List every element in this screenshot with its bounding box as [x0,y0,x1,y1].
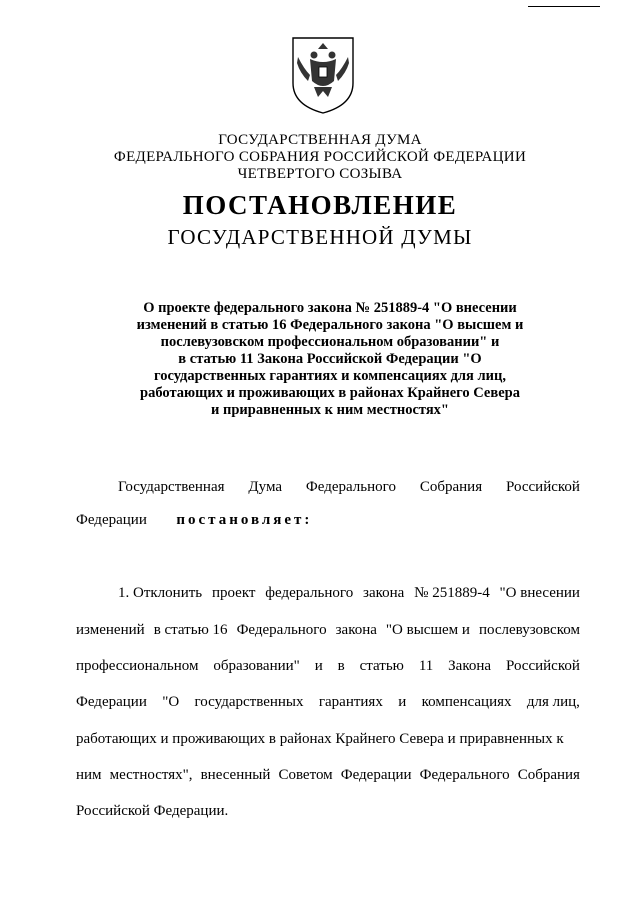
item-1-word: закона [363,585,405,601]
item-1-word: "О внесении [499,585,580,601]
item-1-word: Федерального [236,622,327,638]
subject-line: и приравненных к ним местностях" [211,402,449,418]
item-1-line [118,585,580,602]
item-1-word: образовании" [213,658,300,674]
item-1-line [76,658,580,675]
item-1-last-line: Российской Федерации. [76,803,229,819]
document-title: ПОСТАНОВЛЕНИЕ [182,190,458,220]
item-1-word: и [314,658,323,674]
item-1-word: изменений [76,622,145,638]
item-1-word: закона [335,622,377,638]
item-1-line [76,731,580,748]
subject-line: изменений в статью 16 Федерального закона "О высшем и [136,317,524,333]
item-1-line [76,694,580,711]
preamble-line-2 [76,512,312,529]
item-1-word: проект [211,585,256,601]
subject-line: в статью 11 Закона Российской Федерации "О [178,351,482,367]
coat-of-arms-emblem-icon [290,35,356,115]
item-1-line [76,767,580,784]
item-1-word: внесенный [200,767,271,783]
item-1-word: послевузовском [478,622,580,638]
subject-line: послевузовском профессиональном образовании" и [160,334,500,350]
item-1-word: местностях", [109,767,193,783]
decree-word: постановляет: [176,512,313,528]
item-1-word: Российской [505,658,580,674]
item-1-word: Федерации [340,767,412,783]
item-1-word: Федерации [76,694,147,710]
preamble-word: Дума [248,479,283,495]
item-1-word: для лиц, [526,694,580,710]
preamble-word: Федерального [305,479,396,495]
item-1-word: ним [76,767,102,783]
item-1-word: Собрания [517,767,580,783]
item-1-word: Федерального [419,767,510,783]
item-1-word: работающих и проживающих в районах Крайнего Севера и приравненных к [76,731,564,747]
preamble-line-1 [118,479,580,496]
preamble-word: Федерации [76,512,147,528]
item-1-word: в [337,658,345,674]
document-subtitle: ГОСУДАРСТВЕННОЙ ДУМЫ [167,225,473,249]
item-1-line [76,622,580,639]
item-1-word: "О высшем и [385,622,470,638]
top-right-rule [528,6,600,7]
header-line-convocation: ЧЕТВЕРТОГО СОЗЫВА [237,166,403,182]
item-1-word: в статью 16 [153,622,228,638]
preamble-word: Российской [506,479,580,495]
item-1-word: Закона [448,658,492,674]
subject-line: работающих и проживающих в районах Крайнего Севера [140,385,520,401]
item-1-word: профессиональном [76,658,199,674]
item-1-word: государственных [194,694,304,710]
item-1-word: гарантиях [318,694,383,710]
item-1-word: № 251889-4 [414,585,490,601]
header-line-federal-assembly: ФЕДЕРАЛЬНОГО СОБРАНИЯ РОССИЙСКОЙ ФЕДЕРАЦИИ [113,149,527,165]
item-1-word: федерального [265,585,354,601]
preamble-word: Собрания [419,479,483,495]
subject-line: государственных гарантиях и компенсациях для лиц, [154,368,506,384]
subject-line: О проекте федерального закона № 251889-4 "О внесении [143,300,517,316]
item-1-word: 1. Отклонить [118,585,203,601]
item-1-word: и [398,694,407,710]
item-1-word: Советом [278,767,333,783]
preamble-word: Государственная [118,479,225,495]
item-1-word: компенсациях [421,694,512,710]
item-1-word: 11 [418,658,434,674]
header-line-duma: ГОСУДАРСТВЕННАЯ ДУМА [218,132,422,148]
item-1-word: "О [162,694,180,710]
item-1-word: статью [359,658,404,674]
subject-block [100,300,560,419]
